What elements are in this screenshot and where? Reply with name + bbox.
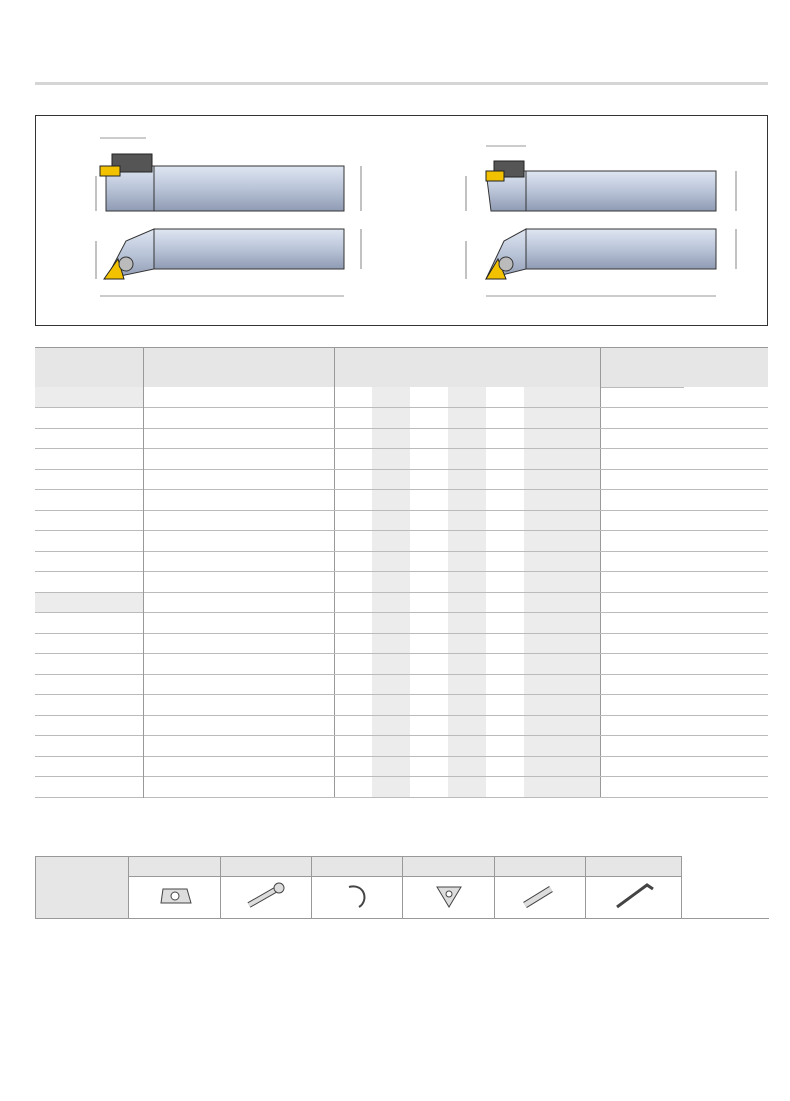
dim-cell bbox=[448, 551, 486, 572]
dim-cell bbox=[372, 469, 410, 490]
col-header-insert bbox=[600, 348, 768, 388]
dim-cell bbox=[334, 428, 372, 449]
dim-cell bbox=[562, 408, 600, 429]
col-header-dims bbox=[334, 348, 600, 368]
dim-cell bbox=[562, 551, 600, 572]
code-cell bbox=[220, 715, 334, 736]
insert-cell bbox=[600, 633, 684, 654]
insert-cell bbox=[600, 510, 684, 531]
dim-cell bbox=[562, 531, 600, 552]
insert-extra-cell bbox=[684, 695, 768, 716]
dim-cell bbox=[524, 387, 562, 408]
dim-cell bbox=[524, 428, 562, 449]
table-row bbox=[35, 469, 768, 490]
dim-cell bbox=[372, 613, 410, 634]
dim-cell bbox=[448, 531, 486, 552]
code-cell bbox=[220, 408, 334, 429]
dim-cell bbox=[486, 592, 524, 613]
series-cell bbox=[143, 408, 220, 429]
dim-cell bbox=[448, 756, 486, 777]
dim-cell bbox=[372, 449, 410, 470]
dim-cell bbox=[562, 469, 600, 490]
dim-cell bbox=[334, 715, 372, 736]
dim-cell bbox=[448, 572, 486, 593]
dim-cell bbox=[562, 428, 600, 449]
insert-cell bbox=[600, 592, 684, 613]
code-cell bbox=[220, 654, 334, 675]
dim-cell bbox=[334, 777, 372, 798]
toolholder-table bbox=[35, 347, 768, 798]
table-row bbox=[35, 531, 768, 552]
insert-cell bbox=[600, 387, 684, 408]
table-row bbox=[35, 756, 768, 777]
insert-extra-cell bbox=[684, 572, 768, 593]
dim-cell bbox=[372, 633, 410, 654]
dim-cell bbox=[486, 736, 524, 757]
angle-illustration-cell bbox=[35, 736, 143, 757]
code-cell bbox=[220, 695, 334, 716]
series-cell bbox=[143, 695, 220, 716]
dim-cell bbox=[410, 715, 448, 736]
wtqnr-top-view bbox=[466, 229, 736, 296]
dim-cell bbox=[334, 674, 372, 695]
insert-extra-cell bbox=[684, 592, 768, 613]
dim-cell bbox=[562, 490, 600, 511]
series-cell bbox=[143, 510, 220, 531]
accessories-table bbox=[35, 856, 769, 919]
table-row bbox=[35, 490, 768, 511]
insert-cell bbox=[600, 469, 684, 490]
insert-cell bbox=[600, 736, 684, 757]
angle-illustration-cell bbox=[35, 531, 143, 552]
table-row bbox=[35, 633, 768, 654]
angle-illustration-cell bbox=[35, 674, 143, 695]
dim-cell bbox=[486, 551, 524, 572]
angle-illustration-cell bbox=[35, 510, 143, 531]
dim-cell bbox=[448, 715, 486, 736]
table-row bbox=[35, 613, 768, 634]
dimension-diagram bbox=[35, 115, 768, 326]
table-row bbox=[35, 736, 768, 757]
angle-illustration-cell bbox=[35, 551, 143, 572]
dim-cell bbox=[372, 736, 410, 757]
dim-cell bbox=[334, 449, 372, 470]
series-cell bbox=[143, 551, 220, 572]
dim-cell bbox=[448, 387, 486, 408]
dim-cell bbox=[410, 510, 448, 531]
insert-cell bbox=[600, 449, 684, 470]
acc-header-screw bbox=[221, 857, 312, 877]
dim-cell bbox=[448, 613, 486, 634]
dim-cell bbox=[410, 633, 448, 654]
dim-cell bbox=[334, 736, 372, 757]
clip-icon bbox=[312, 877, 403, 919]
dim-cell bbox=[524, 531, 562, 552]
wtqnr-side-view bbox=[466, 146, 736, 211]
dim-cell bbox=[334, 613, 372, 634]
col-lh bbox=[486, 368, 524, 388]
dim-cell bbox=[334, 531, 372, 552]
insert-cell bbox=[600, 531, 684, 552]
group-93 bbox=[35, 387, 768, 592]
dim-cell bbox=[562, 592, 600, 613]
dim-cell bbox=[410, 387, 448, 408]
dim-cell bbox=[448, 490, 486, 511]
dim-cell bbox=[562, 756, 600, 777]
series-cell bbox=[143, 613, 220, 634]
series-cell bbox=[143, 490, 220, 511]
dim-cell bbox=[486, 531, 524, 552]
table-row bbox=[35, 449, 768, 470]
angle-illustration-cell bbox=[35, 633, 143, 654]
dim-cell bbox=[524, 510, 562, 531]
dim-cell bbox=[562, 777, 600, 798]
dim-cell bbox=[562, 613, 600, 634]
dim-cell bbox=[410, 777, 448, 798]
dim-cell bbox=[410, 428, 448, 449]
dim-cell bbox=[410, 674, 448, 695]
code-cell bbox=[220, 633, 334, 654]
dim-cell bbox=[524, 654, 562, 675]
dim-cell bbox=[448, 428, 486, 449]
angle-illustration-cell bbox=[35, 428, 143, 449]
dim-cell bbox=[448, 592, 486, 613]
dim-cell bbox=[372, 756, 410, 777]
dim-cell bbox=[524, 674, 562, 695]
dim-cell bbox=[562, 449, 600, 470]
code-cell bbox=[220, 449, 334, 470]
insert-cell bbox=[600, 490, 684, 511]
dim-cell bbox=[372, 387, 410, 408]
dim-cell bbox=[372, 715, 410, 736]
dim-cell bbox=[486, 510, 524, 531]
toolholder-drawings bbox=[36, 116, 767, 325]
series-cell bbox=[143, 531, 220, 552]
code-cell bbox=[220, 777, 334, 798]
screw-icon bbox=[221, 877, 312, 919]
insert-extra-cell bbox=[684, 469, 768, 490]
angle-cell bbox=[35, 592, 143, 613]
dim-cell bbox=[372, 592, 410, 613]
dim-cell bbox=[334, 387, 372, 408]
series-cell bbox=[143, 469, 220, 490]
acc-header-wedge bbox=[129, 857, 221, 877]
dim-cell bbox=[486, 695, 524, 716]
wtjnr-top-view bbox=[96, 229, 361, 296]
dim-cell bbox=[486, 613, 524, 634]
dim-cell bbox=[562, 633, 600, 654]
insert-extra-cell bbox=[684, 756, 768, 777]
table-row bbox=[35, 674, 768, 695]
dim-cell bbox=[410, 531, 448, 552]
dim-cell bbox=[524, 469, 562, 490]
col-wf bbox=[524, 368, 562, 388]
dim-cell bbox=[486, 756, 524, 777]
series-cell bbox=[143, 633, 220, 654]
insert-extra-cell bbox=[684, 674, 768, 695]
insert-extra-cell bbox=[684, 531, 768, 552]
dim-cell bbox=[410, 736, 448, 757]
code-cell bbox=[220, 531, 334, 552]
table-row bbox=[35, 654, 768, 675]
code-cell bbox=[220, 510, 334, 531]
dim-cell bbox=[448, 736, 486, 757]
dim-cell bbox=[372, 777, 410, 798]
dim-cell bbox=[334, 633, 372, 654]
insert-cell bbox=[600, 572, 684, 593]
dim-cell bbox=[562, 510, 600, 531]
dim-cell bbox=[562, 695, 600, 716]
code-cell bbox=[220, 572, 334, 593]
table-row bbox=[35, 551, 768, 572]
dim-cell bbox=[410, 756, 448, 777]
series-cell bbox=[143, 674, 220, 695]
series-cell bbox=[143, 428, 220, 449]
dim-cell bbox=[486, 469, 524, 490]
dim-cell bbox=[524, 490, 562, 511]
dim-cell bbox=[486, 428, 524, 449]
dim-cell bbox=[524, 551, 562, 572]
dim-cell bbox=[334, 592, 372, 613]
dim-cell bbox=[372, 408, 410, 429]
dim-cell bbox=[410, 592, 448, 613]
dim-cell bbox=[410, 490, 448, 511]
table-row bbox=[35, 510, 768, 531]
dim-cell bbox=[372, 572, 410, 593]
insert-cell bbox=[600, 654, 684, 675]
dim-cell bbox=[410, 695, 448, 716]
series-cell bbox=[143, 756, 220, 777]
col-hf bbox=[372, 368, 410, 388]
insert-extra-cell bbox=[684, 387, 768, 408]
insert-extra-cell bbox=[684, 490, 768, 511]
dim-cell bbox=[486, 572, 524, 593]
dim-cell bbox=[486, 387, 524, 408]
table-row bbox=[35, 592, 768, 613]
dim-cell bbox=[524, 449, 562, 470]
col-b bbox=[410, 368, 448, 388]
angle-illustration-cell bbox=[35, 695, 143, 716]
series-cell bbox=[143, 592, 220, 613]
code-cell bbox=[220, 674, 334, 695]
dim-cell bbox=[448, 654, 486, 675]
insert-extra-cell bbox=[684, 633, 768, 654]
col-header-angle bbox=[35, 348, 143, 388]
dim-cell bbox=[448, 695, 486, 716]
insert-cell bbox=[600, 674, 684, 695]
code-cell bbox=[220, 613, 334, 634]
dim-cell bbox=[486, 654, 524, 675]
acc-header-clip bbox=[312, 857, 403, 877]
insert-cell bbox=[600, 715, 684, 736]
angle-illustration-cell bbox=[35, 572, 143, 593]
acc-header-shim bbox=[403, 857, 495, 877]
dim-cell bbox=[372, 695, 410, 716]
wedge-icon bbox=[129, 877, 221, 919]
angle-illustration-cell bbox=[35, 715, 143, 736]
insert-cell bbox=[600, 695, 684, 716]
code-cell bbox=[220, 551, 334, 572]
angle-illustration-cell bbox=[35, 613, 143, 634]
dim-cell bbox=[562, 674, 600, 695]
dim-cell bbox=[524, 736, 562, 757]
col-lf bbox=[448, 368, 486, 388]
series-cell bbox=[143, 449, 220, 470]
col-header-model bbox=[143, 348, 334, 388]
angle-illustration-cell bbox=[35, 449, 143, 470]
insert-cell bbox=[600, 777, 684, 798]
code-cell bbox=[220, 756, 334, 777]
insert-extra-cell bbox=[684, 428, 768, 449]
angle-cell bbox=[35, 387, 143, 408]
code-cell bbox=[220, 469, 334, 490]
dim-cell bbox=[562, 715, 600, 736]
dim-cell bbox=[524, 777, 562, 798]
series-cell bbox=[143, 736, 220, 757]
code-cell bbox=[220, 387, 334, 408]
series-cell bbox=[143, 387, 220, 408]
insert-cell bbox=[600, 613, 684, 634]
dim-cell bbox=[524, 613, 562, 634]
wtjnr-side-view bbox=[96, 138, 361, 211]
angle-illustration-cell bbox=[35, 490, 143, 511]
col-h bbox=[334, 368, 372, 388]
dim-cell bbox=[486, 715, 524, 736]
acc-header-pin bbox=[495, 857, 586, 877]
dim-cell bbox=[448, 408, 486, 429]
lock-pin-icon bbox=[495, 877, 586, 919]
insert-cell bbox=[600, 551, 684, 572]
dim-cell bbox=[448, 449, 486, 470]
acc-header-model bbox=[36, 857, 129, 919]
dim-cell bbox=[524, 715, 562, 736]
insert-extra-cell bbox=[684, 777, 768, 798]
dim-cell bbox=[524, 408, 562, 429]
insert-extra-cell bbox=[684, 736, 768, 757]
code-cell bbox=[220, 490, 334, 511]
dim-cell bbox=[372, 510, 410, 531]
dim-cell bbox=[486, 449, 524, 470]
table-row bbox=[35, 408, 768, 429]
insert-extra-cell bbox=[684, 510, 768, 531]
dim-cell bbox=[524, 756, 562, 777]
angle-illustration-cell bbox=[35, 654, 143, 675]
dim-cell bbox=[410, 654, 448, 675]
dim-cell bbox=[372, 674, 410, 695]
table-row bbox=[35, 777, 768, 798]
insert-extra-cell bbox=[684, 408, 768, 429]
series-cell bbox=[143, 572, 220, 593]
insert-cell bbox=[600, 756, 684, 777]
page-title bbox=[35, 44, 54, 77]
series-cell bbox=[143, 777, 220, 798]
dim-cell bbox=[410, 469, 448, 490]
insert-cell bbox=[600, 408, 684, 429]
dim-cell bbox=[334, 510, 372, 531]
dim-cell bbox=[334, 490, 372, 511]
table-row bbox=[35, 387, 768, 408]
code-cell bbox=[220, 736, 334, 757]
insert-extra-cell bbox=[684, 654, 768, 675]
dim-cell bbox=[410, 551, 448, 572]
code-cell bbox=[220, 592, 334, 613]
dim-cell bbox=[334, 551, 372, 572]
angle-illustration-cell bbox=[35, 777, 143, 798]
dim-cell bbox=[562, 572, 600, 593]
insert-extra-cell bbox=[684, 449, 768, 470]
dim-cell bbox=[448, 777, 486, 798]
dim-cell bbox=[334, 756, 372, 777]
dim-cell bbox=[448, 674, 486, 695]
dim-cell bbox=[486, 490, 524, 511]
dim-cell bbox=[524, 695, 562, 716]
dim-cell bbox=[486, 674, 524, 695]
dim-cell bbox=[448, 633, 486, 654]
dim-cell bbox=[334, 695, 372, 716]
dim-cell bbox=[410, 572, 448, 593]
dim-cell bbox=[372, 654, 410, 675]
dim-cell bbox=[410, 613, 448, 634]
table-row bbox=[35, 715, 768, 736]
dim-cell bbox=[562, 654, 600, 675]
table-row bbox=[35, 695, 768, 716]
dim-cell bbox=[486, 777, 524, 798]
dim-cell bbox=[334, 572, 372, 593]
dim-cell bbox=[372, 551, 410, 572]
dim-cell bbox=[562, 387, 600, 408]
dim-cell bbox=[334, 408, 372, 429]
table-row bbox=[35, 428, 768, 449]
dim-cell bbox=[562, 736, 600, 757]
group-105 bbox=[35, 592, 768, 797]
shim-icon bbox=[403, 877, 495, 919]
dim-cell bbox=[410, 408, 448, 429]
dim-cell bbox=[524, 633, 562, 654]
series-cell bbox=[143, 654, 220, 675]
angle-illustration-cell bbox=[35, 408, 143, 429]
dim-cell bbox=[524, 592, 562, 613]
dim-cell bbox=[486, 633, 524, 654]
table-row bbox=[35, 572, 768, 593]
dim-cell bbox=[410, 449, 448, 470]
dim-cell bbox=[372, 531, 410, 552]
wrench-icon bbox=[586, 877, 682, 919]
insert-extra-cell bbox=[684, 551, 768, 572]
dim-cell bbox=[334, 469, 372, 490]
acc-header-wrench bbox=[586, 857, 682, 877]
insert-extra-cell bbox=[684, 613, 768, 634]
dim-cell bbox=[486, 408, 524, 429]
insert-cell bbox=[600, 428, 684, 449]
angle-illustration-cell bbox=[35, 756, 143, 777]
code-cell bbox=[220, 428, 334, 449]
dim-cell bbox=[372, 428, 410, 449]
header-divider bbox=[35, 82, 768, 85]
dim-cell bbox=[372, 490, 410, 511]
angle-illustration-cell bbox=[35, 469, 143, 490]
dim-cell bbox=[448, 510, 486, 531]
insert-extra-cell bbox=[684, 715, 768, 736]
series-cell bbox=[143, 715, 220, 736]
dim-cell bbox=[448, 469, 486, 490]
dim-cell bbox=[524, 572, 562, 593]
dim-cell bbox=[334, 654, 372, 675]
